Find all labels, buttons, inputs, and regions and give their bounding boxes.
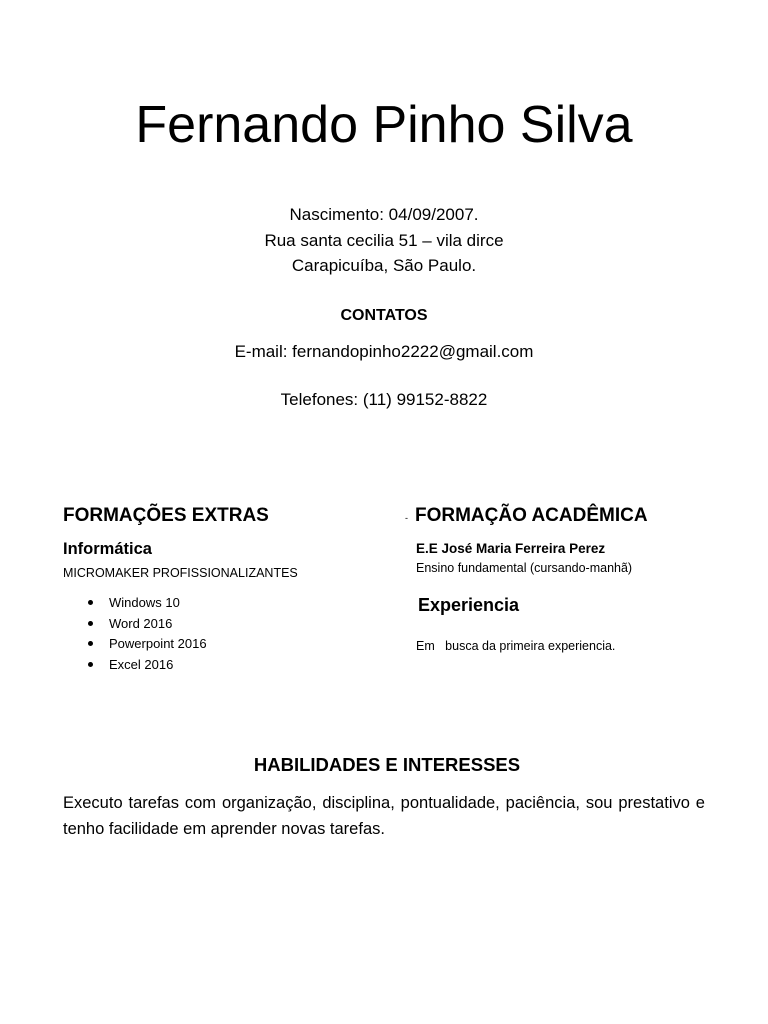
list-item: Excel 2016 xyxy=(63,655,383,676)
birth-date: Nascimento: 04/09/2007. xyxy=(289,205,479,224)
address-line-2: Carapicuíba, São Paulo. xyxy=(291,256,477,275)
school-name: E.E José Maria Ferreira Perez xyxy=(416,541,606,556)
skills-text: Executo tarefas com organização, disciplina, pontualidade, paciência, sou prestativo e tenho facilidade em aprender novas tarefas. xyxy=(63,794,705,838)
list-item: Powerpoint 2016 xyxy=(63,634,383,655)
list-item: Windows 10 xyxy=(63,593,383,614)
school-level: Ensino fundamental (cursando-manhã) xyxy=(416,561,633,575)
list-item: Word 2016 xyxy=(63,614,383,635)
address-line-1: Rua santa cecilia 51 – vila dirce xyxy=(264,230,504,250)
bullet-icon xyxy=(88,600,93,605)
skills-heading: HABILIDADES E INTERESSES xyxy=(253,754,521,775)
extras-section xyxy=(63,504,383,675)
phone-text: Telefones: (11) 99152-8822 xyxy=(280,390,488,409)
academic-heading-row xyxy=(405,504,735,528)
bullet-icon xyxy=(88,641,93,646)
academic-heading: FORMAÇÃO ACADÊMICA xyxy=(415,505,648,526)
extras-list xyxy=(63,593,383,675)
experience-text: Em busca da primeira experiencia. xyxy=(416,639,616,653)
bullet-icon xyxy=(88,662,93,667)
resume-name: Fernando Pinho Silva xyxy=(135,96,633,154)
extras-heading: FORMAÇÕES EXTRAS xyxy=(63,505,269,526)
contacts-heading: CONTATOS xyxy=(340,307,428,324)
experience-heading: Experiencia xyxy=(418,595,520,615)
extras-subheading: Informática xyxy=(63,540,152,558)
email-text: E-mail: fernandopinho2222@gmail.com xyxy=(234,342,534,361)
bullet-icon xyxy=(88,621,93,626)
academic-section xyxy=(405,504,735,654)
extras-institution: MICROMAKER PROFISSIONALIZANTES xyxy=(63,566,298,580)
personal-info xyxy=(0,202,768,279)
heading-marker: - xyxy=(405,513,408,523)
